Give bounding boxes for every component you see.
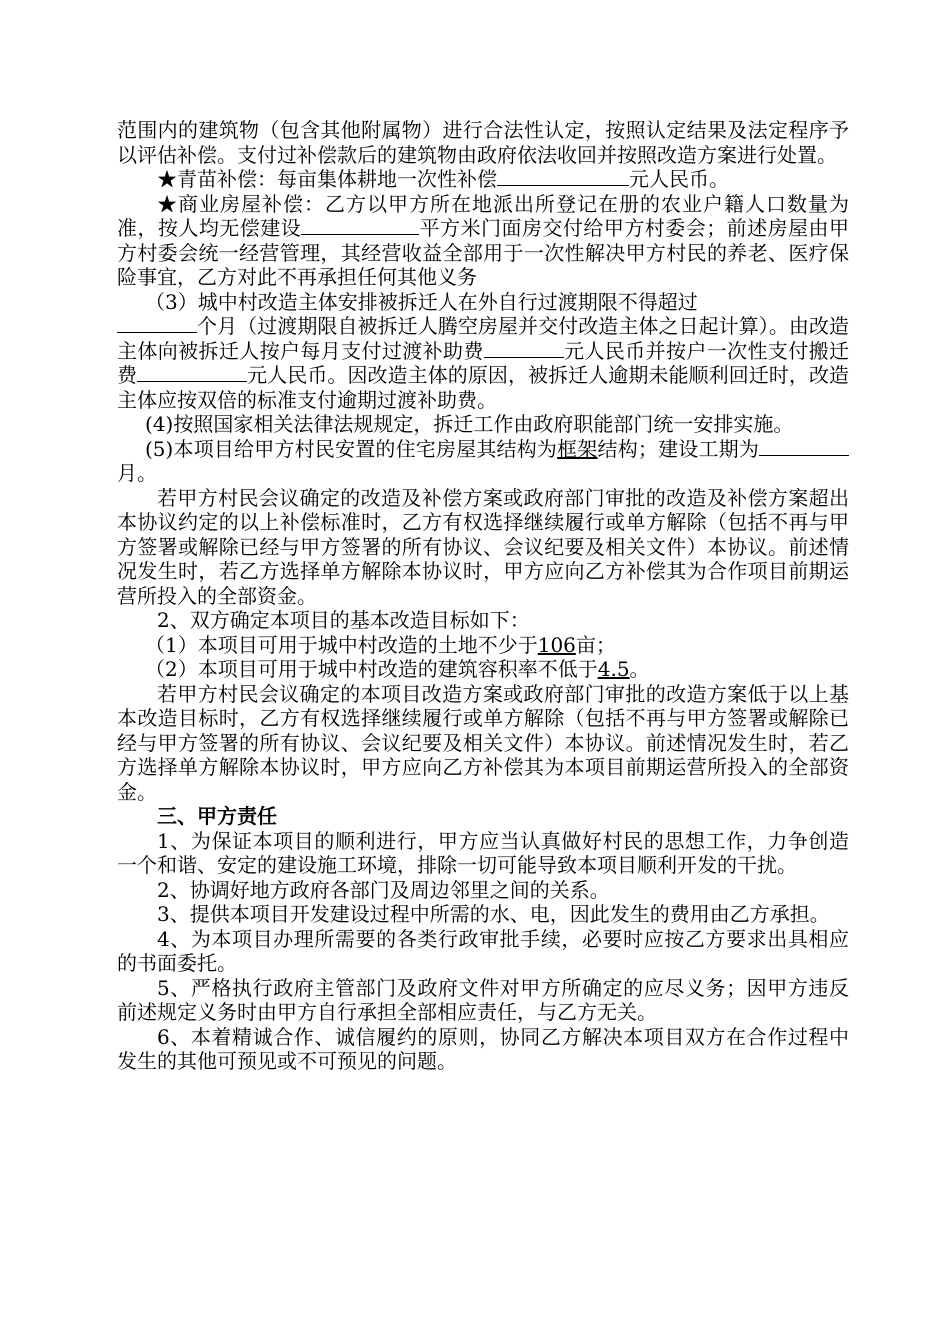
paragraph-compensation-exceed: 若甲方村民会议确定的改造及补偿方案或政府部门审批的改造及补偿方案超出本协议约定的以上补偿标准时，乙方有权选择继续履行或单方解除（包括不再与甲方签署或解除已经与甲方签署的所有协议、会议纪要及相关文件）本协议。前述情况发生时，若乙方选择单方解除本协议时，甲方应向乙方补偿其为合作项目前期运营所投入的全部资金。 xyxy=(117,485,849,608)
transition-months-blank xyxy=(117,314,197,333)
structure-text: (5)本项目给甲方村民安置的住宅房屋其结构为 xyxy=(145,436,558,461)
structure-type: 框架 xyxy=(557,436,598,461)
paragraph-seedling-compensation xyxy=(117,167,849,192)
paragraph-structure xyxy=(117,437,849,486)
relocation-fee-blank xyxy=(137,363,247,382)
transition-text: （3）城中村改造主体安排被拆迁人在外自行过渡期限不得超过 xyxy=(145,289,698,314)
seedling-amount-blank xyxy=(497,167,629,186)
land-value: 106 xyxy=(537,632,576,657)
land-unit: 亩； xyxy=(575,632,616,657)
paragraph-duty-2: 2、协调好地方政府各部门及周边邻里之间的关系。 xyxy=(157,877,610,902)
paragraph-far-target xyxy=(117,657,849,682)
structure-text-2: 结构；建设工期为 xyxy=(597,436,760,461)
paragraph-duty-5: 5、严格执行政府主管部门及政府文件对甲方所确定的应尽义务；因甲方违反前述规定义务时由甲方自行承担全部相应责任，与乙方无关。 xyxy=(117,975,849,1024)
paragraph-duty-1: 1、为保证本项目的顺利进行，甲方应当认真做好村民的思想工作，力争创造一个和谐、安定的建设施工环境，排除一切可能导致本项目顺利开发的干扰。 xyxy=(117,828,849,877)
paragraph-demolition: (4)按照国家相关法律法规规定，拆迁工作由政府职能部门统一安排实施。 xyxy=(145,412,794,436)
construction-period-blank xyxy=(759,437,849,456)
paragraph-building-assessment: 范围内的建筑物（包含其他附属物）进行合法性认定，按照认定结果及法定程序予以评估补偿。支付过补偿款后的建筑物由政府依法收回并按照改造方案进行处置。 xyxy=(117,118,849,167)
paragraph-land-target xyxy=(117,633,849,658)
paragraph-targets-heading: 2、双方确定本项目的基本改造目标如下： xyxy=(157,608,530,632)
land-text: （1）本项目可用于城中村改造的土地不少于 xyxy=(145,632,538,657)
transition-text-2: 个月（过渡期限自被拆迁人腾空房屋并交付改造主体之日起计算）。由改造主体向被拆迁人按户每月支付过渡补助费 xyxy=(117,314,849,363)
transition-subsidy-blank xyxy=(484,339,564,358)
paragraph-duty-3: 3、提供本项目开发建设过程中所需的水、电，因此发生的费用由乙方承担。 xyxy=(157,902,830,926)
paragraph-commercial-compensation xyxy=(117,192,849,290)
paragraph-target-shortfall: 若甲方村民会议确定的本项目改造方案或政府部门审批的改造方案低于以上基本改造目标时，乙方有权选择继续履行或单方解除（包括不再与甲方签署或解除已经与甲方签署的所有协议、会议纪要及相关文件）本协议。前述情况发生时，若乙方选择单方解除本协议时，甲方应向乙方补偿其为本项目前期运营所投入的全部资金。 xyxy=(117,681,849,804)
seedling-unit: 元人民币。 xyxy=(629,167,729,191)
transition-text-3: 元人民币并按户一次性支付搬迁费 xyxy=(117,338,849,387)
structure-text-3: 月。 xyxy=(117,461,157,485)
paragraph-transition-period xyxy=(117,290,849,413)
commercial-text-rest: 平方米门面房交付给甲方村委会；前述房屋由甲方村委会统一经营管理，其经营收益全部用于一次性解决甲方村民的养老、医疗保险事宜，乙方对此不再承担任何其他义务 xyxy=(117,216,850,289)
far-text: （2）本项目可用于城中村改造的建筑容积率不低于 xyxy=(145,657,598,681)
paragraph-duty-6: 6、本着精诚合作、诚信履约的原则，协同乙方解决本项目双方在合作过程中发生的其他可预见或不可预见的问题。 xyxy=(117,1024,849,1073)
commercial-area-blank xyxy=(301,216,419,235)
seedling-text: ★青苗补偿：每亩集体耕地一次性补偿 xyxy=(157,167,497,191)
commercial-text: ★商业房屋补偿：乙方以甲方所在地派出所登记在册的农业户籍人口数量为准，按人均无偿建设 xyxy=(117,191,849,240)
section-heading-party-a-duties: 三、甲方责任 xyxy=(157,804,277,828)
document-page xyxy=(117,118,849,1074)
far-end: 。 xyxy=(629,657,650,681)
transition-text-4: 元人民币。因改造主体的原因，被拆迁人逾期未能顺利回迁时，改造主体应按双倍的标准支付逾期过渡补助费。 xyxy=(117,363,850,412)
paragraph-duty-4: 4、为本项目办理所需要的各类行政审批手续，必要时应按乙方要求出具相应的书面委托。 xyxy=(117,926,849,975)
far-value: 4.5 xyxy=(597,657,630,681)
